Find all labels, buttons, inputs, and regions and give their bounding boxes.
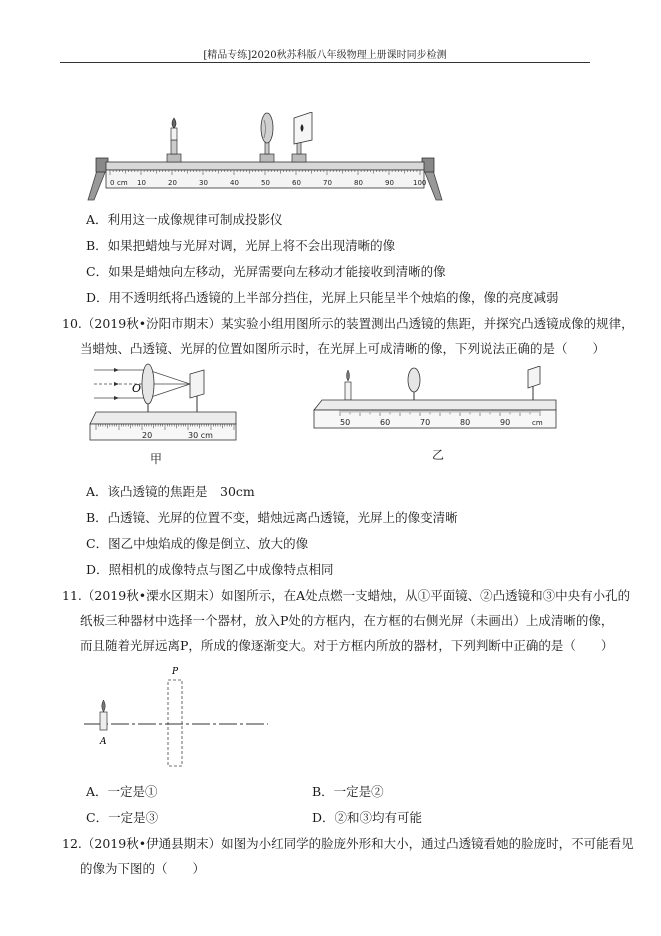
- q11-figure: [84, 664, 274, 768]
- q9-optical-bench-figure: [80, 112, 450, 204]
- q10-option-a[interactable]: A．该凸透镜的焦距是 30cm: [86, 484, 255, 499]
- q9-option-b[interactable]: B．如果把蜡烛与光屏对调，光屏上将不会出现清晰的像: [86, 238, 396, 253]
- q11-option-c[interactable]: C．一定是③: [86, 810, 159, 825]
- q12-stem-line1: 12.（2019秋•伊通县期末）如图为小红同学的脸庞外形和大小，通过凸透镜看她的脸庞时，不可能看见: [62, 836, 634, 851]
- q10-jia-screen: [190, 370, 204, 398]
- q10-figure-jia: [86, 362, 266, 448]
- q9-tick-label: 50: [261, 179, 270, 187]
- q10-yi-screen: [528, 366, 540, 400]
- q9-tick-label: 30: [199, 179, 208, 187]
- q11-candle: [100, 700, 107, 730]
- q9-tick-label: 20: [168, 179, 177, 187]
- q10-option-b[interactable]: B．凸透镜、光屏的位置不变，蜡烛远离凸透镜，光屏上的像变清晰: [86, 510, 458, 525]
- q10-option-c[interactable]: C．图乙中烛焰成的像是倒立、放大的像: [86, 536, 309, 551]
- q10-jia-lens: [142, 364, 154, 404]
- q11-label-a: A: [100, 737, 107, 747]
- q10-option-d[interactable]: D．照相机的成像特点与图乙中成像特点相同: [86, 562, 334, 577]
- q9-candle: [167, 118, 181, 162]
- q11-stem-line3: 而且随着光屏远离P，所成的像逐渐变大。对于方框内所放的器材，下列判断中正确的是（ ）: [80, 638, 614, 653]
- q11-option-a[interactable]: A．一定是①: [86, 784, 158, 799]
- q11-stem-line1: 11.（2019秋•溧水区期末）如图所示，在A处点燃一支蜡烛，从①平面镜、②凸透镜和③中央有小孔的: [62, 588, 631, 603]
- header-rule: [60, 62, 590, 63]
- q10-yi-tick-label: 50: [340, 418, 351, 427]
- q10-yi-tick-label: 80: [460, 418, 471, 427]
- q9-convex-lens: [260, 113, 274, 162]
- q9-tick-label: 0: [110, 179, 115, 187]
- q10-jia-tick-20: 20: [142, 431, 153, 440]
- q9-option-a[interactable]: A．利用这一成像规律可制成投影仪: [86, 212, 283, 227]
- q10-yi-tick-label: cm: [532, 419, 543, 427]
- q10-caption-jia: 甲: [150, 452, 163, 466]
- q9-tick-label: 90: [385, 179, 394, 187]
- page-header: [精品专练]2020秋苏科版八年级物理上册课时同步检测: [203, 50, 447, 61]
- q9-tick-label: 70: [323, 179, 332, 187]
- q10-yi-tick-label: 60: [380, 418, 391, 427]
- q10-jia-lens-label: O: [132, 382, 142, 395]
- q9-option-c[interactable]: C．如果是蜡烛向左移动，光屏需要向左移动才能接收到清晰的像: [86, 264, 446, 279]
- q11-option-d[interactable]: D．②和③均有可能: [312, 810, 423, 825]
- q10-stem-line1: 10.（2019秋•汾阳市期末）某实验小组用图所示的装置测出凸透镜的焦距，并探究凸透镜成像的规律，: [62, 316, 634, 331]
- q10-caption-yi: 乙: [432, 448, 445, 462]
- q10-stem-line2: 当蜡烛、凸透镜、光屏的位置如图所示时，在光屏上可成清晰的像，下列说法正确的是（ ）: [80, 341, 606, 356]
- q9-tick-label: 80: [354, 179, 363, 187]
- q11-stem-line2: 纸板三种器材中选择一个器材，放入P处的方框内，在方框的右侧光屏（未画出）上成清晰的像，: [80, 613, 614, 628]
- q12-stem-line2: 的像为下图的（ ）: [80, 861, 206, 876]
- q11-label-p: P: [172, 667, 179, 677]
- q9-tick-label: 40: [230, 179, 239, 187]
- q10-jia-tick-30: 30 cm: [188, 431, 213, 440]
- q9-tick-label: 10: [137, 179, 146, 187]
- q10-yi-lens: [408, 368, 420, 400]
- q9-tick-label: cm: [117, 179, 128, 187]
- q10-yi-tick-label: 90: [500, 418, 511, 427]
- q10-figure-yi: [310, 366, 560, 436]
- q10-yi-tick-label: 70: [420, 418, 431, 427]
- q9-light-screen: [292, 112, 312, 162]
- q11-option-b[interactable]: B．一定是②: [312, 784, 384, 799]
- q11-dashed-box: [168, 680, 182, 766]
- q9-tick-label: 100: [413, 179, 427, 187]
- q9-tick-label: 60: [292, 179, 301, 187]
- q10-yi-candle: [345, 370, 351, 400]
- q9-option-d[interactable]: D．用不透明纸将凸透镜的上半部分挡住，光屏上只能呈半个烛焰的像，像的亮度减弱: [86, 290, 559, 305]
